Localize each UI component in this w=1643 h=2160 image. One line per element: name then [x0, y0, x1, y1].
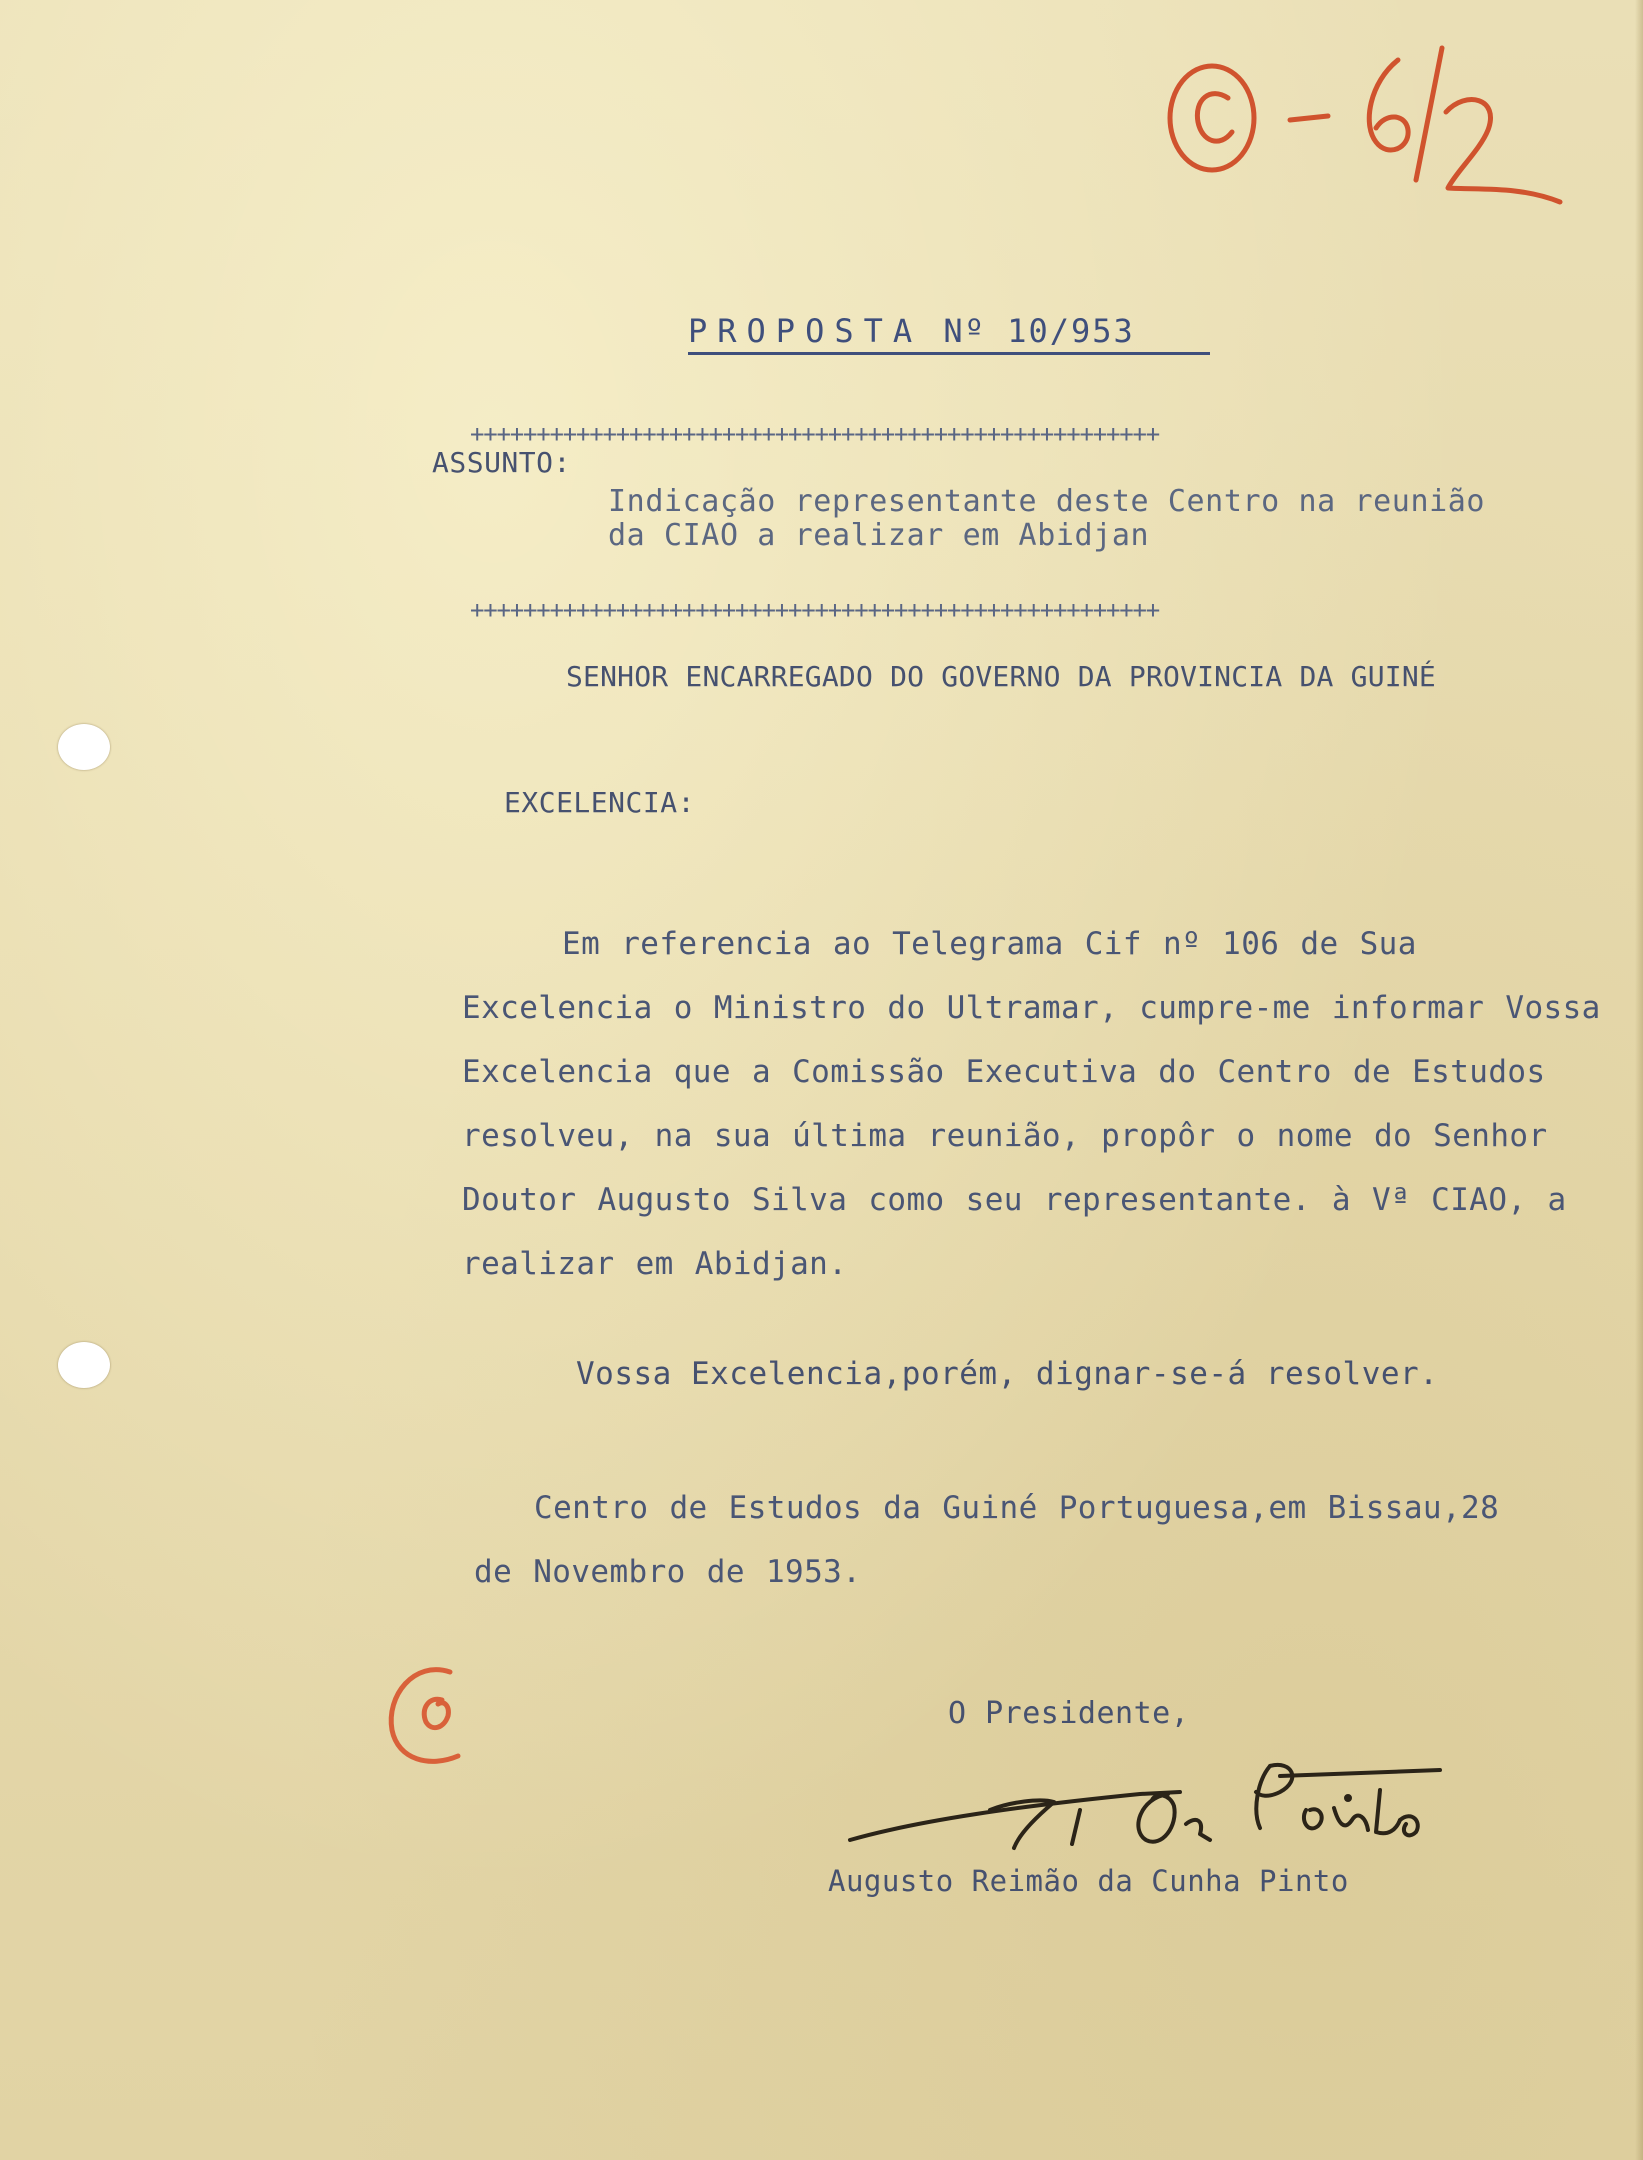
signer-name: Augusto Reimão da Cunha Pinto — [828, 1864, 1349, 1898]
red-pencil-annotation — [1150, 20, 1590, 220]
red-circled-mark — [380, 1656, 490, 1776]
body-paragraph: Em referencia ao Telegrama Cif nº 106 de Sua Excelencia o Ministro do Ultramar, cumpre-me informar Vossa Excelencia que a Comissão Executiva do Centro de Estudos resolveu, na sua última reunião, propôr o nome do Senhor Doutor Augusto Silva como seu representante. à Vª CIAO, a realizar em Abidjan. — [462, 926, 1601, 1282]
punch-hole-bottom — [58, 1342, 110, 1388]
document-title — [688, 312, 1135, 350]
paper-edge-shadow — [1635, 0, 1643, 2160]
title-underline — [688, 352, 1210, 355]
handwritten-signature — [840, 1740, 1460, 1860]
salutation: EXCELENCIA: — [504, 786, 695, 819]
title-label: PROPOSTA — [688, 312, 923, 350]
subject-line-2: da CIAO a realizar em Abidjan — [608, 518, 1150, 553]
punch-hole-top — [58, 724, 110, 770]
signature-title: O Presidente, — [948, 1696, 1190, 1731]
separator-top: ++++++++++++++++++++++++++++++++++++++++++++++++++++ — [470, 420, 1159, 448]
subject-label: ASSUNTO: — [432, 446, 571, 479]
title-number: Nº 10/953 — [943, 312, 1135, 350]
place-date: Centro de Estudos da Guiné Portuguesa,em Bissau,28 de Novembro de 1953. — [474, 1490, 1500, 1590]
closing-line: Vossa Excelencia,porém, dignar-se-á resolver. — [576, 1356, 1439, 1392]
separator-bottom: ++++++++++++++++++++++++++++++++++++++++++++++++++++ — [470, 596, 1159, 624]
addressee: SENHOR ENCARREGADO DO GOVERNO DA PROVINCIA DA GUINÉ — [566, 660, 1436, 693]
subject-line-1: Indicação representante deste Centro na reunião — [608, 484, 1486, 519]
